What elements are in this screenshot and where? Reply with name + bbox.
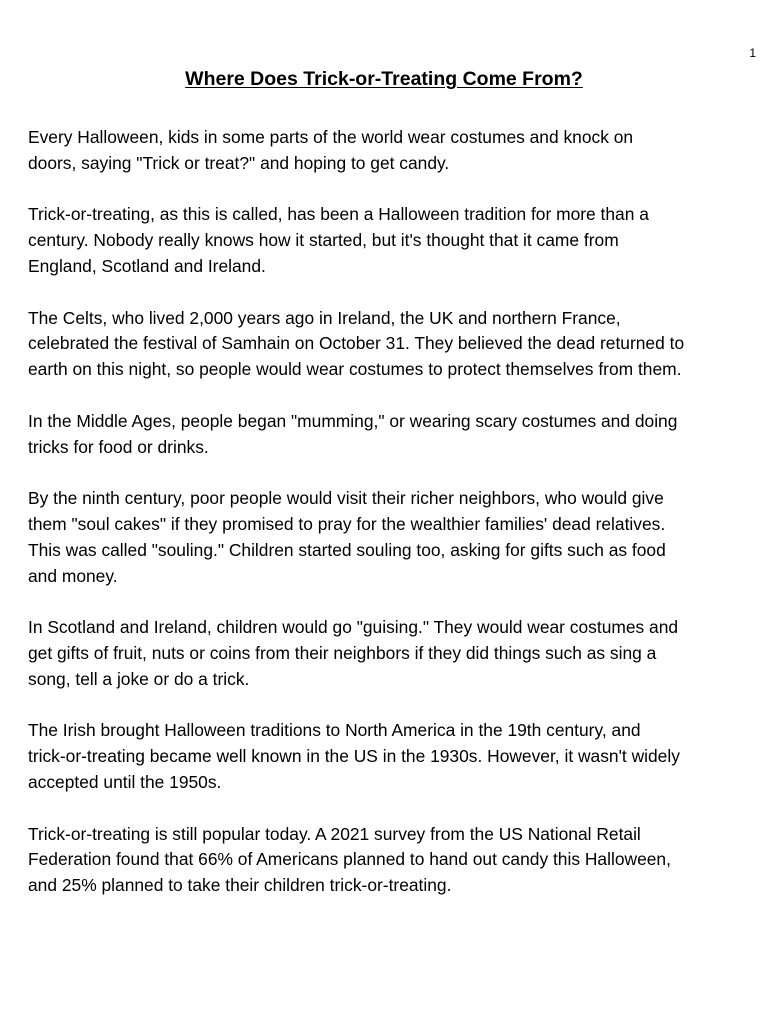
paragraph-line: This was called "souling." Children started souling too, asking for gifts such as food [28,539,666,560]
paragraph-line: The Irish brought Halloween traditions to North America in the 19th century, and [28,720,641,741]
paragraph [28,409,748,461]
paragraph-line: song, tell a joke or do a trick. [28,668,250,689]
paragraph [28,718,748,795]
paragraph-line: Federation found that 66% of Americans planned to hand out candy this Halloween, [28,849,671,870]
paragraph-line: Every Halloween, kids in some parts of the world wear costumes and knock on [28,127,634,147]
paragraph [28,202,748,279]
paragraph-line: celebrated the festival of Samhain on October 31. They believed the dead returned to [28,333,685,354]
paragraph-line: Trick-or-treating is still popular today. A 2021 survey from the US National Retail [28,823,641,844]
paragraph-line: get gifts of fruit, nuts or coins from their neighbors if they did things such as sing a [28,642,657,663]
paragraph-line: doors, saying "Trick or treat?" and hoping to get candy. [28,152,450,173]
document-title: Where Does Trick-or-Treating Come From? [185,68,583,90]
paragraph-line: In Scotland and Ireland, children would go "guising." They would wear costumes and [28,617,679,638]
page-number: 1 [749,46,756,60]
paragraph [28,615,748,692]
paragraph-line: Trick-or-treating, as this is called, has been a Halloween tradition for more than a [28,204,649,225]
paragraph-line: By the ninth century, poor people would visit their richer neighbors, who would give [28,488,664,509]
paragraph [28,306,748,383]
paragraph [28,125,748,177]
paragraph-line: earth on this night, so people would wear costumes to protect themselves from them. [28,359,682,380]
paragraph-line: century. Nobody really knows how it started, but it's thought that it came from [28,230,619,251]
paragraph-line: them "soul cakes" if they promised to pray for the wealthier families' dead relatives. [28,513,666,534]
paragraph [28,486,748,589]
paragraph-line: accepted until the 1950s. [28,771,222,792]
paragraph-line: In the Middle Ages, people began "mumming," or wearing scary costumes and doing [28,410,678,431]
paragraph-line: and money. [28,565,118,586]
paragraph-line: trick-or-treating became well known in the US in the 1930s. However, it wasn't widely [28,746,680,767]
paragraph-line: tricks for food or drinks. [28,436,209,457]
paragraph-line: England, Scotland and Ireland. [28,255,266,276]
paragraph [28,822,748,899]
document-body [28,125,748,925]
paragraph-line: The Celts, who lived 2,000 years ago in Ireland, the UK and northern France, [28,307,621,328]
paragraph-line: and 25% planned to take their children trick-or-treating. [28,875,452,896]
